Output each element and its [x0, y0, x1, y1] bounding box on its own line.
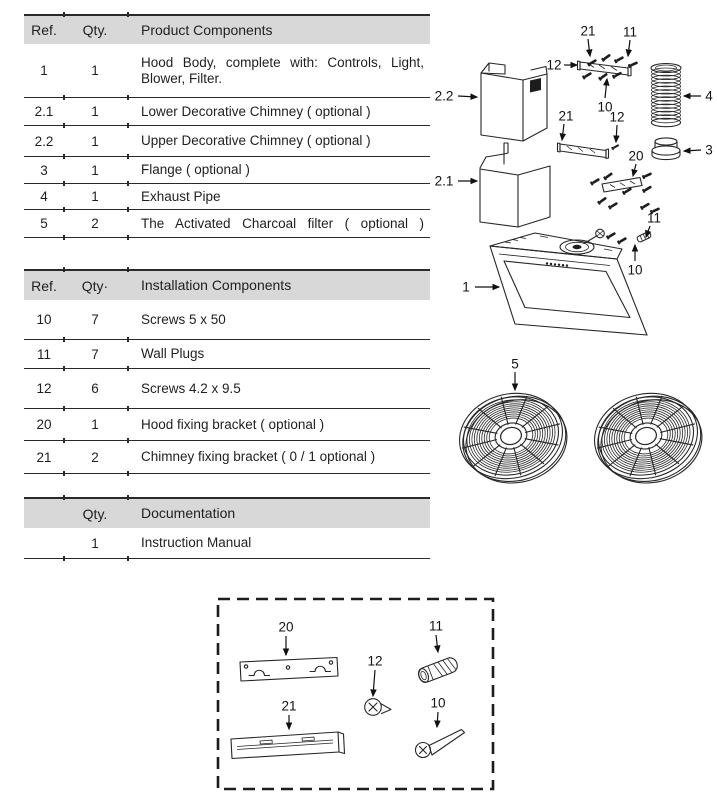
header-qty: Qty.: [82, 22, 108, 38]
ref-cell: 3: [40, 162, 48, 178]
desc-cell: Screws 5 x 50: [141, 311, 226, 327]
qty-cell: 1: [91, 162, 99, 178]
desc-cell: Hood fixing bracket ( optional ): [141, 416, 325, 432]
ref-cell: 2.2: [34, 133, 54, 149]
documentation-table: [24, 497, 430, 559]
desc-cell: The Activated Charcoal filter ( optional ): [141, 215, 424, 231]
callout-label: 21: [558, 108, 574, 124]
callout-label: 20: [278, 619, 294, 635]
header-ref: Ref.: [31, 22, 57, 38]
table-row: [24, 126, 430, 157]
callout-arrow: [458, 96, 477, 97]
callout-arrow: [633, 164, 636, 176]
screw-10-drawing: [416, 730, 465, 758]
callout-label: 1: [462, 279, 470, 295]
installation-components-table: [24, 269, 430, 474]
callout-label: 12: [367, 653, 383, 669]
callout-label: 2.2: [434, 88, 454, 104]
callout-arrow: [437, 712, 438, 727]
header-title: Installation Components: [141, 277, 292, 294]
callout-arrow: [684, 150, 701, 151]
desc-cell: Screws 4.2 x 9.5: [141, 380, 241, 396]
callout-label: 4: [705, 88, 713, 104]
table-row: [24, 210, 430, 238]
qty-cell: 6: [91, 381, 99, 396]
table-header: [24, 16, 430, 44]
header-qty: Qty·: [81, 277, 109, 294]
charcoal-filter-left-drawing: [450, 382, 575, 495]
qty-cell: 1: [91, 104, 99, 119]
table-row: [24, 340, 430, 369]
desc-cell: Lower Decorative Chimney ( optional ): [141, 103, 371, 119]
qty-cell: 2: [91, 449, 99, 465]
desc-cell: Wall Plugs: [141, 346, 205, 362]
table-row: [24, 369, 430, 409]
desc-cell: Chimney fixing bracket ( 0 / 1 optional ): [141, 449, 376, 465]
flange-drawing: [652, 138, 680, 160]
ref-cell: 10: [36, 312, 52, 327]
callout-label: 2.1: [434, 173, 454, 189]
hood-body-drawing: [490, 229, 647, 335]
desc-cell: Exhaust Pipe: [141, 188, 221, 204]
product-components-table: [24, 14, 430, 238]
qty-cell: 1: [91, 133, 99, 149]
exhaust-pipe-drawing: [651, 64, 681, 127]
callout-arrow: [605, 79, 607, 98]
header-ref: Ref.: [31, 277, 57, 294]
ref-cell: 20: [36, 417, 52, 432]
callout-arrow: [562, 124, 564, 140]
table-row: [24, 184, 430, 210]
upper-chimney-drawing: [481, 63, 547, 141]
callout-label: 12: [609, 109, 625, 125]
ref-cell: 2.1: [34, 104, 54, 119]
desc-cell: Hood Body, complete with: Controls, Light, Blower, Filter.: [141, 54, 424, 86]
callout-label: 3: [705, 142, 713, 158]
desc-cell: Flange ( optional ): [141, 162, 250, 178]
qty-cell: 2: [91, 216, 99, 231]
table-header: [24, 499, 430, 528]
callout-arrow: [588, 39, 590, 56]
ref-cell: 21: [36, 449, 52, 465]
ref-cell: 11: [36, 346, 51, 362]
table-row: [24, 300, 430, 340]
callout-arrow: [628, 40, 630, 56]
callout-label: 10: [430, 695, 446, 711]
qty-cell: 7: [91, 346, 99, 362]
table-body: [24, 300, 430, 474]
table-row: [24, 441, 430, 474]
table-body: [24, 528, 430, 559]
qty-cell: 1: [91, 417, 99, 432]
qty-cell: 1: [91, 189, 99, 204]
bracket-21-drawing: [231, 732, 345, 759]
callout-label: 11: [622, 24, 638, 40]
callout-label: 10: [627, 262, 643, 278]
desc-cell: Instruction Manual: [141, 535, 252, 551]
screw-12-drawing: [365, 699, 391, 716]
ref-cell: 1: [40, 63, 48, 78]
table-row: [24, 98, 430, 126]
header-title: Documentation: [141, 505, 236, 522]
header-qty: Qty.: [82, 505, 108, 522]
callout-label: 12: [546, 57, 562, 73]
header-title: Product Components: [141, 21, 273, 38]
desc-cell: Upper Decorative Chimney ( optional ): [141, 133, 371, 149]
table-row: [24, 157, 430, 184]
callout-label: 11: [428, 618, 444, 634]
callout-arrow: [436, 635, 438, 652]
chimney-bracket-top-drawing: [578, 53, 639, 81]
callout-arrow: [616, 125, 617, 142]
ref-cell: 12: [36, 381, 52, 396]
ref-cell: 4: [40, 189, 48, 204]
qty-cell: 7: [91, 312, 99, 327]
charcoal-filter-right-drawing: [585, 382, 710, 495]
table-header: [24, 271, 430, 300]
qty-cell: 1: [91, 535, 99, 551]
wall-plug-drawing: [417, 656, 460, 684]
callout-arrow: [373, 670, 375, 696]
qty-cell: 1: [91, 63, 99, 78]
table-body: [24, 44, 430, 238]
chimney-bracket-mid-drawing: [558, 143, 620, 159]
table-row: [24, 528, 430, 559]
accessories-box: [218, 599, 493, 789]
callout-label: 10: [597, 99, 613, 115]
ref-cell: 5: [40, 216, 48, 231]
callout-label: 21: [580, 23, 596, 39]
lower-chimney-drawing: [480, 143, 550, 227]
table-row: [24, 409, 430, 441]
bracket-20-drawing: [240, 658, 338, 682]
callout-label: 20: [628, 148, 644, 164]
callout-label: 11: [646, 210, 662, 226]
callout-label: 21: [281, 698, 297, 714]
callout-label: 5: [511, 356, 519, 372]
table-row: [24, 44, 430, 98]
